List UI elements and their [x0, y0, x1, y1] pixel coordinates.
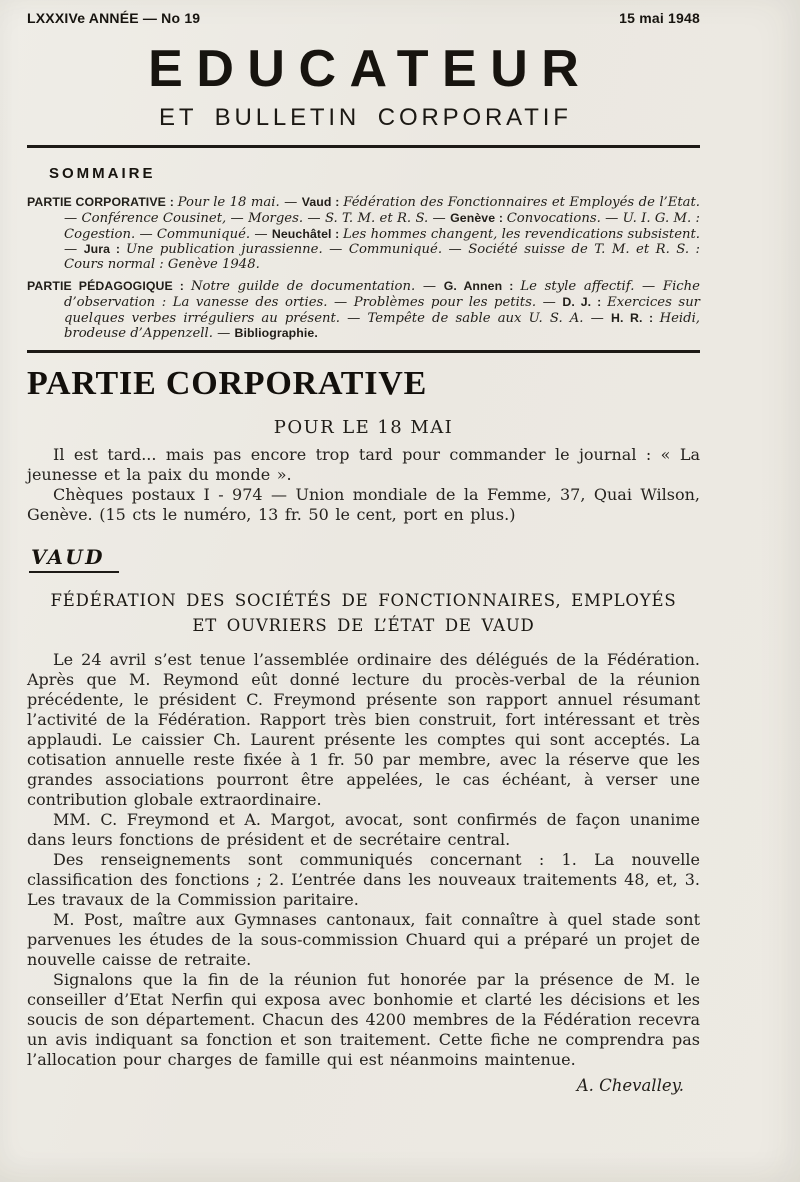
sommaire-heading: SOMMAIRE	[49, 165, 156, 182]
sommaire-entry-pedagogique: PARTIE PÉDAGOGIQUE : Notre guilde de documentation. — G. Annen : Le style affectif. — Fiche d’observation : La vanesse des orties. — Problèmes pour les petits. — D. J. : Exercices sur quelques verbes irréguliers au présent. — Tempête de sable aux U. S. A. — H. R. : Heidi, brodeuse d’Appenzell. — Bibliographie.	[27, 278, 700, 342]
signature: A. Chevalley.	[576, 1076, 684, 1096]
title-block	[27, 40, 700, 132]
masthead-issue: LXXXIVe ANNÉE — No 19	[27, 10, 201, 26]
article-title-federation	[27, 588, 700, 638]
masthead-date: 15 mai 1948	[619, 10, 700, 26]
paragraph-18mai-2: Chèques postaux I - 974 — Union mondiale de la Femme, 37, Quai Wilson, Genève. (15 cts le numéro, 13 fr. 50 le cent, port en plus.)	[27, 485, 700, 525]
sommaire-entry-corporative: PARTIE CORPORATIVE : Pour le 18 mai. — Vaud : Fédération des Fonctionnaires et Employés de l’Etat. — Conférence Cousinet, — Morges. — S. T. M. et R. S. — Genève : Convocations. — U. I. G. M. : Cogestion. — Communiqué. — Neuchâtel : Les hommes changent, les revendications subsistent. — Jura : Une publication jurassienne. — Communiqué. — Société suisse de T. M. et R. S. : Cours normal : Genève 1948.	[27, 195, 701, 273]
region-heading-vaud: VAUD	[29, 546, 119, 573]
paragraph-vaud-3: Des renseignements sont communiqués concernant : 1. La nouvelle classification des fonctions ; 2. L’entrée dans les nouveaux traitements 48, et, 3. Les travaux de la Commission paritaire.	[27, 850, 700, 910]
paragraph-vaud-4: M. Post, maître aux Gymnases cantonaux, fait connaître à quel stade sont parvenues les études de la sous-commission Chuard qui a préparé un projet de nouvelle caisse de retraite.	[27, 910, 700, 970]
journal-subtitle: ET BULLETIN CORPORATIF	[159, 104, 572, 131]
journal-title: EDUCATEUR	[148, 40, 593, 98]
paragraph-18mai-1: Il est tard... mais pas encore trop tard pour commander le journal : « La jeunesse et la paix du monde ».	[27, 445, 700, 485]
masthead	[27, 10, 700, 26]
paragraph-vaud-1: Le 24 avril s’est tenue l’assemblée ordinaire des délégués de la Fédération. Après que M. Reymond eût donné lecture du procès-verbal de la réunion précédente, le président C. Freymond présente son rapport annuel résumant l’activité de la Fédération. Rapport très bien construit, fort intéressant et très applaudi. Le caissier Ch. Laurent présente les comptes qui sont acceptés. La cotisation annuelle reste fixée à 1 fr. 50 par membre, avec la réserve que les grandes associations pourront être appelées, le cas échéant, à verser une contribution globale extraordinaire.	[27, 650, 700, 810]
federation-title-line2: ET OUVRIERS DE L’ÉTAT DE VAUD	[192, 616, 535, 636]
divider-rule-bottom	[27, 350, 700, 353]
federation-title-line1: FÉDÉRATION DES SOCIÉTÉS DE FONCTIONNAIRES, EMPLOYÉS	[50, 591, 677, 611]
paragraph-vaud-2: MM. C. Freymond et A. Margot, avocat, sont confirmés de façon unanime dans leurs fonctions de président et de secrétaire central.	[27, 810, 700, 850]
section-title-partie-corporative: PARTIE CORPORATIVE	[27, 365, 428, 403]
divider-rule-top	[27, 145, 700, 148]
article-title-pour-le-18-mai: POUR LE 18 MAI	[273, 417, 454, 439]
paragraph-vaud-5: Signalons que la fin de la réunion fut honorée par la présence de M. le conseiller d’Etat Nerfin qui exposa avec bonhomie et clarté les décisions et les soucis de son département. Chacun des 4200 membres de la Fédération recevra un avis indiquant sa fonction et son traitement. Cette fiche ne comprendra pas l’allocation pour charges de famille qui est néanmoins maintenue.	[27, 970, 700, 1070]
region-heading-wrap	[27, 525, 700, 573]
